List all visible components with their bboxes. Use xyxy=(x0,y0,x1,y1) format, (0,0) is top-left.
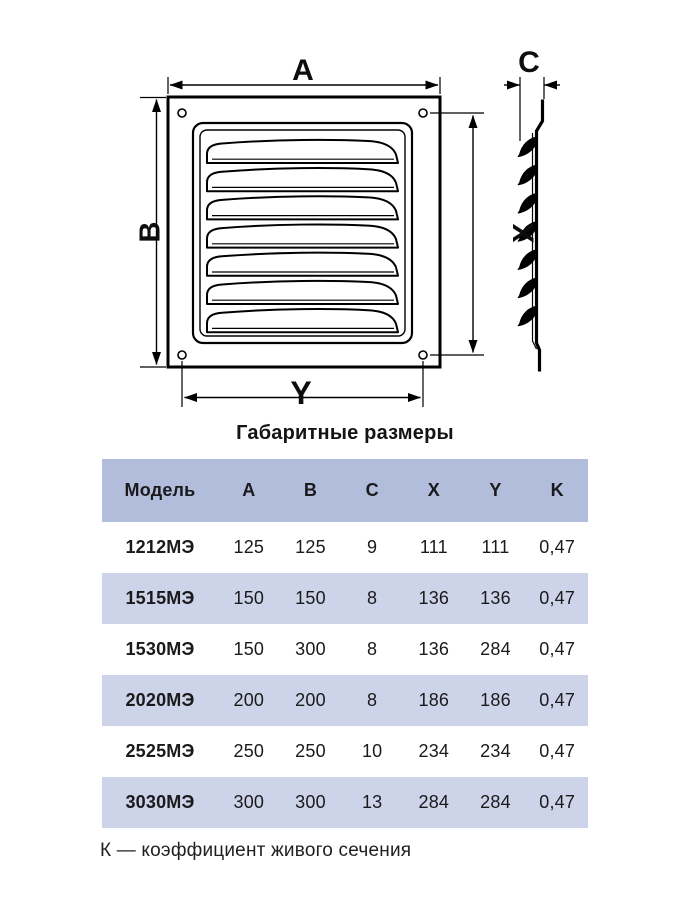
cell-b: 150 xyxy=(295,588,326,608)
cell-x: 111 xyxy=(419,537,448,557)
cell-x: 136 xyxy=(418,588,450,608)
cell-x: 234 xyxy=(418,741,450,761)
cell-b: 250 xyxy=(295,741,326,761)
cell-y: 136 xyxy=(480,588,511,608)
grille-front-view xyxy=(168,97,440,367)
cell-model: 2525МЭ xyxy=(125,741,195,761)
col-header-x: X xyxy=(427,480,440,500)
k-coefficient-note: К — коэффициент живого сечения xyxy=(100,840,412,861)
cell-a: 125 xyxy=(233,537,265,557)
table-row xyxy=(102,522,588,573)
cell-a: 250 xyxy=(233,741,265,761)
dim-c xyxy=(504,77,560,141)
dim-label-y: Y xyxy=(290,375,312,411)
cell-k: 0,47 xyxy=(539,690,576,710)
cell-a: 150 xyxy=(233,588,265,608)
cell-b: 200 xyxy=(295,690,326,710)
cell-model: 1212МЭ xyxy=(125,537,195,557)
cell-model: 1515МЭ xyxy=(125,588,195,608)
cell-y: 284 xyxy=(480,792,511,812)
cell-a: 300 xyxy=(233,792,265,812)
cell-b: 300 xyxy=(295,792,326,812)
cell-k: 0,47 xyxy=(539,639,576,659)
table-row xyxy=(102,573,588,624)
cell-c: 8 xyxy=(367,639,378,659)
table-title: Габаритные размеры xyxy=(236,422,454,444)
cell-a: 150 xyxy=(233,639,265,659)
col-header-b: B xyxy=(303,480,318,500)
cell-y: 284 xyxy=(480,639,511,659)
cell-x: 284 xyxy=(418,792,450,812)
col-header-a: A xyxy=(242,480,256,500)
cell-c: 13 xyxy=(361,792,383,812)
cell-model: 2020МЭ xyxy=(125,690,195,710)
cell-b: 125 xyxy=(295,537,326,557)
cell-x: 136 xyxy=(418,639,450,659)
cell-model: 1530МЭ xyxy=(125,639,195,659)
cell-a: 200 xyxy=(233,690,265,710)
cell-c: 9 xyxy=(367,537,378,557)
cell-model: 3030МЭ xyxy=(125,792,195,812)
cell-b: 300 xyxy=(295,639,326,659)
cell-c: 8 xyxy=(367,588,378,608)
cell-k: 0,47 xyxy=(539,588,576,608)
table-header-row xyxy=(102,459,588,522)
cell-k: 0,47 xyxy=(539,741,576,761)
table-row xyxy=(102,624,588,675)
col-header-c: C xyxy=(365,480,379,500)
cell-y: 234 xyxy=(480,741,511,761)
table-row xyxy=(102,777,588,828)
cell-x: 186 xyxy=(418,690,450,710)
cell-c: 10 xyxy=(361,741,383,761)
dimension-drawing xyxy=(0,0,675,412)
cell-k: 0,47 xyxy=(539,537,576,557)
dim-label-x: X xyxy=(507,222,541,244)
cell-c: 8 xyxy=(367,690,378,710)
cell-k: 0,47 xyxy=(539,792,576,812)
dim-label-b: B xyxy=(134,221,167,243)
dimensions-table xyxy=(102,459,588,828)
cell-y: 111 xyxy=(481,537,510,557)
dim-label-c: C xyxy=(518,46,540,79)
col-header-model: Модель xyxy=(124,480,196,500)
table-row xyxy=(102,675,588,726)
table-row xyxy=(102,726,588,777)
cell-y: 186 xyxy=(480,690,511,710)
col-header-k: K xyxy=(550,480,564,500)
dim-label-a: A xyxy=(292,54,314,87)
col-header-y: Y xyxy=(489,480,502,500)
